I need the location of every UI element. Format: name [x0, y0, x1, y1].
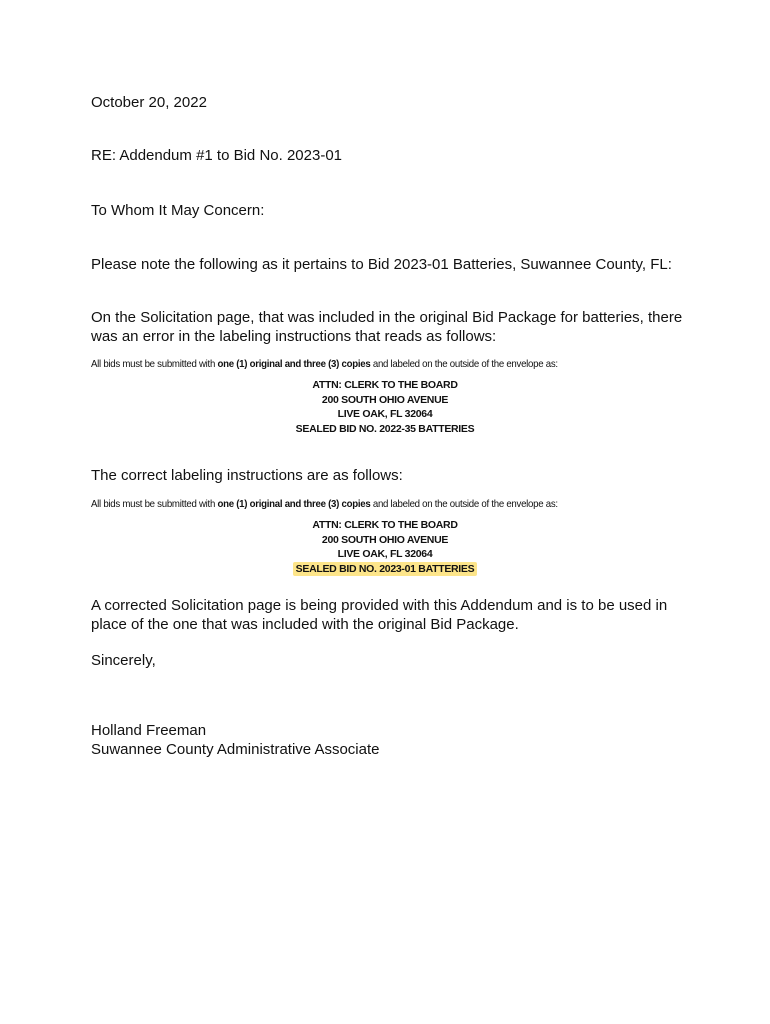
instruction-bold: one (1) original and three (3) copies — [217, 498, 371, 510]
corrected-instruction — [91, 497, 558, 511]
error-paragraph: On the Solicitation page, that was included in the original Bid Package for batteries, there was an error in the labeling instructions that reads as follows: — [91, 309, 683, 345]
instruction-bold: one (1) original and three (3) copies — [217, 358, 371, 370]
original-label-block — [0, 378, 770, 436]
instruction-prefix: All bids must be submitted with — [91, 358, 218, 370]
instruction-prefix: All bids must be submitted with — [91, 498, 218, 510]
corrected-label-block — [0, 518, 770, 576]
original-street: 200 SOUTH OHIO AVENUE — [321, 393, 449, 406]
original-city: LIVE OAK, FL 32064 — [337, 408, 433, 420]
intro-paragraph: Please note the following as it pertains to Bid 2023-01 Batteries, Suwannee County, FL: — [91, 256, 672, 273]
letter-date: October 20, 2022 — [91, 94, 207, 111]
instruction-suffix: and labeled on the outside of the envelope as: — [370, 358, 558, 370]
original-instruction — [91, 357, 558, 371]
signoff: Sincerely, — [91, 652, 156, 669]
signer-name: Holland Freeman — [91, 722, 207, 739]
original-attn: ATTN: CLERK TO THE BOARD — [312, 379, 458, 391]
instruction-suffix: and labeled on the outside of the envelope as: — [370, 498, 558, 510]
re-line: RE: Addendum #1 to Bid No. 2023-01 — [91, 147, 343, 164]
signer-title: Suwannee County Administrative Associate — [91, 741, 380, 758]
corrected-city: LIVE OAK, FL 32064 — [337, 548, 433, 560]
corrected-attn: ATTN: CLERK TO THE BOARD — [312, 519, 458, 531]
closing-paragraph: A corrected Solicitation page is being provided with this Addendum and is to be used in place of the one that was included with the original Bid Package. — [91, 597, 668, 633]
salutation: To Whom It May Concern: — [91, 202, 265, 219]
correct-intro: The correct labeling instructions are as follows: — [91, 467, 403, 484]
original-sealed-bid: SEALED BID NO. 2022-35 BATTERIES — [295, 422, 475, 435]
corrected-sealed-bid-highlight: SEALED BID NO. 2023-01 BATTERIES — [293, 562, 478, 576]
corrected-street: 200 SOUTH OHIO AVENUE — [321, 533, 449, 546]
